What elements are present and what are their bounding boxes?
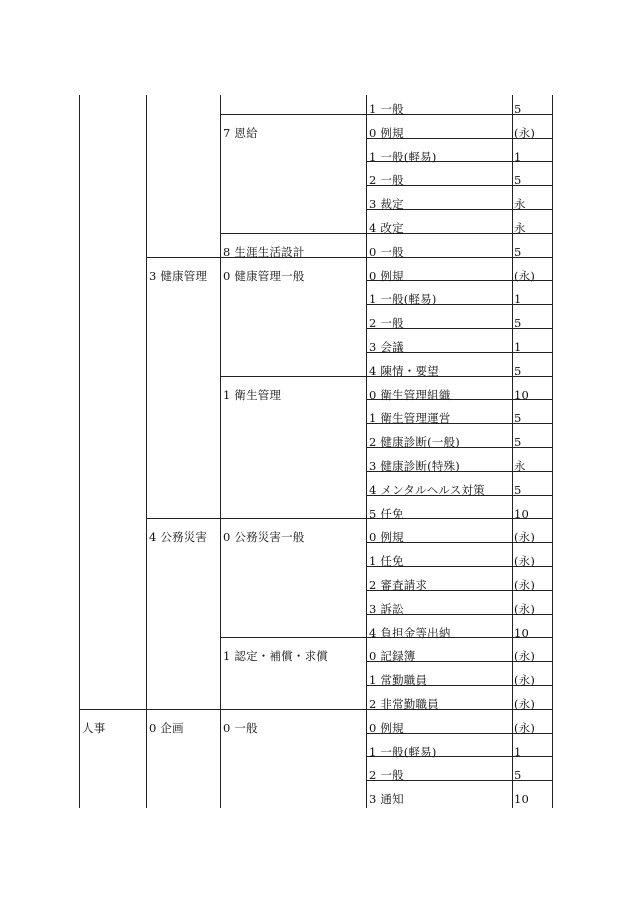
retention-period-cell: 10 — [514, 792, 530, 806]
category-4-cell: 0 記録簿 — [369, 649, 416, 663]
row-rule — [79, 709, 552, 710]
retention-period-cell: 5 — [514, 316, 522, 330]
category-4-cell: 0 例規 — [369, 126, 404, 140]
retention-period-cell: 永 — [514, 459, 526, 473]
category-4-cell: 1 常勤職員 — [369, 673, 428, 687]
retention-period-cell: (永) — [514, 269, 536, 283]
category-3-cell: 0 健康管理一般 — [223, 269, 305, 283]
retention-period-cell: 10 — [514, 626, 530, 640]
category-4-cell: 2 一般 — [369, 316, 404, 330]
column-rule — [512, 95, 513, 808]
category-4-cell: 0 例規 — [369, 269, 404, 283]
category-4-cell: 0 例規 — [369, 721, 404, 735]
retention-period-cell: (永) — [514, 578, 536, 592]
retention-period-cell: 5 — [514, 435, 522, 449]
category-2-cell: 0 企画 — [149, 721, 184, 735]
category-4-cell: 4 負担金等出納 — [369, 626, 451, 640]
category-4-cell: 3 訴訟 — [369, 602, 404, 616]
category-4-cell: 1 一般(軽易) — [369, 745, 437, 759]
file-classification-table — [79, 95, 552, 808]
category-4-cell: 1 一般(軽易) — [369, 150, 437, 164]
category-4-cell: 3 会議 — [369, 340, 404, 354]
category-4-cell: 3 通知 — [369, 792, 404, 806]
retention-period-cell: 5 — [514, 411, 522, 425]
category-4-cell: 2 非常勤職員 — [369, 697, 439, 711]
retention-period-cell: 1 — [514, 340, 522, 354]
category-4-cell: 1 一般(軽易) — [369, 292, 437, 306]
category-4-cell: 1 一般 — [369, 102, 404, 116]
category-3-cell: 1 衛生管理 — [223, 388, 282, 402]
row-rule — [146, 518, 552, 519]
column-rule — [146, 95, 147, 808]
category-4-cell: 1 任免 — [369, 554, 404, 568]
retention-period-cell: (永) — [514, 126, 536, 140]
category-4-cell: 2 審査請求 — [369, 578, 428, 592]
retention-period-cell: 1 — [514, 292, 522, 306]
retention-period-cell: (永) — [514, 721, 536, 735]
retention-period-cell: 5 — [514, 173, 522, 187]
category-4-cell: 3 健康診断(特殊) — [369, 459, 460, 473]
category-4-cell: 2 一般 — [369, 768, 404, 782]
retention-period-cell: 永 — [514, 197, 526, 211]
row-rule — [146, 257, 552, 258]
category-4-cell: 5 任免 — [369, 507, 404, 521]
retention-period-cell: 永 — [514, 221, 526, 235]
category-4-cell: 4 陳情・要望 — [369, 364, 439, 378]
category-4-cell: 3 裁定 — [369, 197, 404, 211]
retention-period-cell: 1 — [514, 150, 522, 164]
category-3-cell: 7 恩給 — [223, 126, 258, 140]
retention-period-cell: 10 — [514, 388, 530, 402]
retention-period-cell: (永) — [514, 530, 536, 544]
category-4-cell: 0 一般 — [369, 245, 404, 259]
category-2-cell: 4 公務災害 — [149, 530, 208, 544]
category-4-cell: 1 衛生管理運営 — [369, 411, 451, 425]
retention-period-cell: 5 — [514, 245, 522, 259]
retention-period-cell: 5 — [514, 102, 522, 116]
category-3-cell: 1 認定・補償・求償 — [223, 649, 328, 663]
category-4-cell: 2 健康診断(一般) — [369, 435, 460, 449]
category-3-cell: 0 公務災害一般 — [223, 530, 305, 544]
category-4-cell: 0 例規 — [369, 530, 404, 544]
category-2-cell: 3 健康管理 — [149, 269, 208, 283]
column-rule — [366, 95, 367, 808]
retention-period-cell: 10 — [514, 507, 530, 521]
retention-period-cell: 5 — [514, 483, 522, 497]
retention-period-cell: (永) — [514, 697, 536, 711]
category-3-cell: 0 一般 — [223, 721, 258, 735]
retention-period-cell: 5 — [514, 768, 522, 782]
category-1-cell: 人事 — [82, 721, 106, 735]
category-4-cell: 0 衛生管理組織 — [369, 388, 451, 402]
column-rule — [552, 95, 553, 808]
category-4-cell: 4 改定 — [369, 221, 404, 235]
retention-period-cell: (永) — [514, 649, 536, 663]
retention-period-cell: 5 — [514, 364, 522, 378]
retention-period-cell: 1 — [514, 745, 522, 759]
retention-period-cell: (永) — [514, 554, 536, 568]
column-rule — [220, 95, 221, 808]
category-4-cell: 4 メンタルヘルス対策 — [369, 483, 485, 497]
retention-period-cell: (永) — [514, 602, 536, 616]
retention-period-cell: (永) — [514, 673, 536, 687]
column-rule — [79, 95, 80, 808]
category-3-cell: 8 生涯生活設計 — [223, 245, 305, 259]
category-4-cell: 2 一般 — [369, 173, 404, 187]
